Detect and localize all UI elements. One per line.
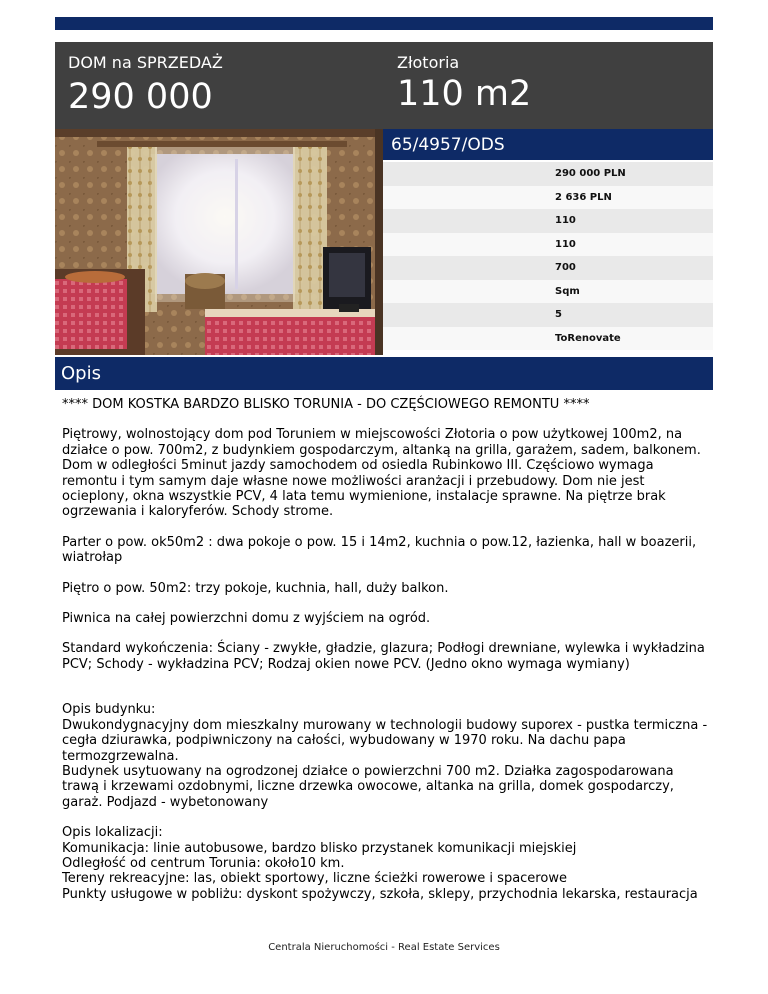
details-row [383,256,713,280]
reference-number-bar [383,129,713,160]
description-paragraph: Piętro o pow. 50m2: trzy pokoje, kuchnia, hall, duży balkon. [62,580,449,596]
details-row [383,186,713,210]
page-footer: Centrala Nieruchomości - Real Estate Services [268,942,500,953]
description-paragraph: Opis lokalizacji: Komunikacja: linie autobusowe, bardzo blisko przystanek komunikacji miejskiej Odległość od centrum Torunia: około10 km. Tereny rekreacyjne: las, obiekt sportowy, liczne ścieżki rowerowe i spacerowe Punkty usługowe w pobliżu: dyskont spożywczy, szkoła, sklepy, przychodnia lekarska, restauracja [62,825,698,902]
listing-header [55,42,713,129]
description-paragraph: Piwnica na całej powierzchni domu z wyjściem na ogród. [62,611,431,627]
listing-area: 110 m2 [397,74,532,114]
description-paragraph: Opis budynku: Dwukondygnacyjny dom mieszkalny murowany w technologii budowy suporex - pustka termiczna - cegła dziurawka, podpiwniczony na całości, wybudowany w 1970 roku. Na dachu papa termozgrzewalna. Budynek usytuowany na ogrodzonej działce o powierzchni 700 m2. Działka zagospodarowana trawą i krzewami ozdobnymi, liczne drzewka owocowe, altanka na grilla, domek gospodarczy, garaż. Podjazd - wybetonowany [62,702,708,810]
listing-location: Złotoria [397,53,460,72]
listing-price: 290 000 [68,77,213,117]
description-body [62,397,712,902]
reference-number: 65/4957/ODS [391,135,505,155]
details-value: 290 000 PLN [555,168,626,179]
details-row [383,233,713,257]
description-paragraph: Piętrowy, wolnostojący dom pod Toruniem w miejscowości Złotoria o pow użytkowej 100m2, na działce o pow. 700m2, z budynkiem gospodarczym, altanką na grilla, garażem, sadem, balkonem. Dom w odległości 5minut jazdy samochodem od osiedla Rubinkowo III. Częściowo wymaga remontu i tym samym daje własne nowe możliwości aranżacji i przebudowy. Dom nie jest ocieplony, okna wszystkie PCV, 4 lata temu wymienione, instalacje sprawne. Na piętrze brak ogrzewania i kaloryferów. Schody strome. [62,427,701,520]
details-value: 110 [555,238,576,250]
listing-type-label: DOM na SPRZEDAŻ [68,53,223,72]
description-paragraph: **** DOM KOSTKA BARDZO BLISKO TORUNIA - DO CZĘŚCIOWEGO REMONTU **** [62,397,590,412]
description-heading-bar [55,357,713,390]
room-interior-image [55,129,383,355]
details-row [383,162,713,186]
details-row [383,280,713,304]
description-paragraph: Standard wykończenia: Ściany - zwykłe, gładzie, glazura; Podłogi drewniane, wylewka i wykładzina PCV; Schody - wykładzina PCV; Rodzaj okien nowe PCV. (Jedno okno wymaga wymiany) [62,641,705,672]
details-value: 5 [555,309,562,320]
details-value: 2 636 PLN [555,191,612,203]
description-paragraph: Parter o pow. ok50m2 : dwa pokoje o pow. 15 i 14m2, kuchnia o pow.12, łazienka, hall w boazerii, wiatrołap [62,534,697,566]
details-value: 110 [555,215,576,226]
details-row [383,303,713,327]
listing-type-block [68,52,368,117]
details-row [383,209,713,233]
details-value: ToRenovate [555,332,621,344]
details-table [383,162,713,350]
top-accent-bar [55,17,713,30]
details-row [383,327,713,351]
description-heading: Opis [61,363,101,384]
listing-location-block [397,52,697,114]
details-value: Sqm [555,285,580,297]
property-photo [55,129,383,355]
details-value: 700 [555,262,576,273]
